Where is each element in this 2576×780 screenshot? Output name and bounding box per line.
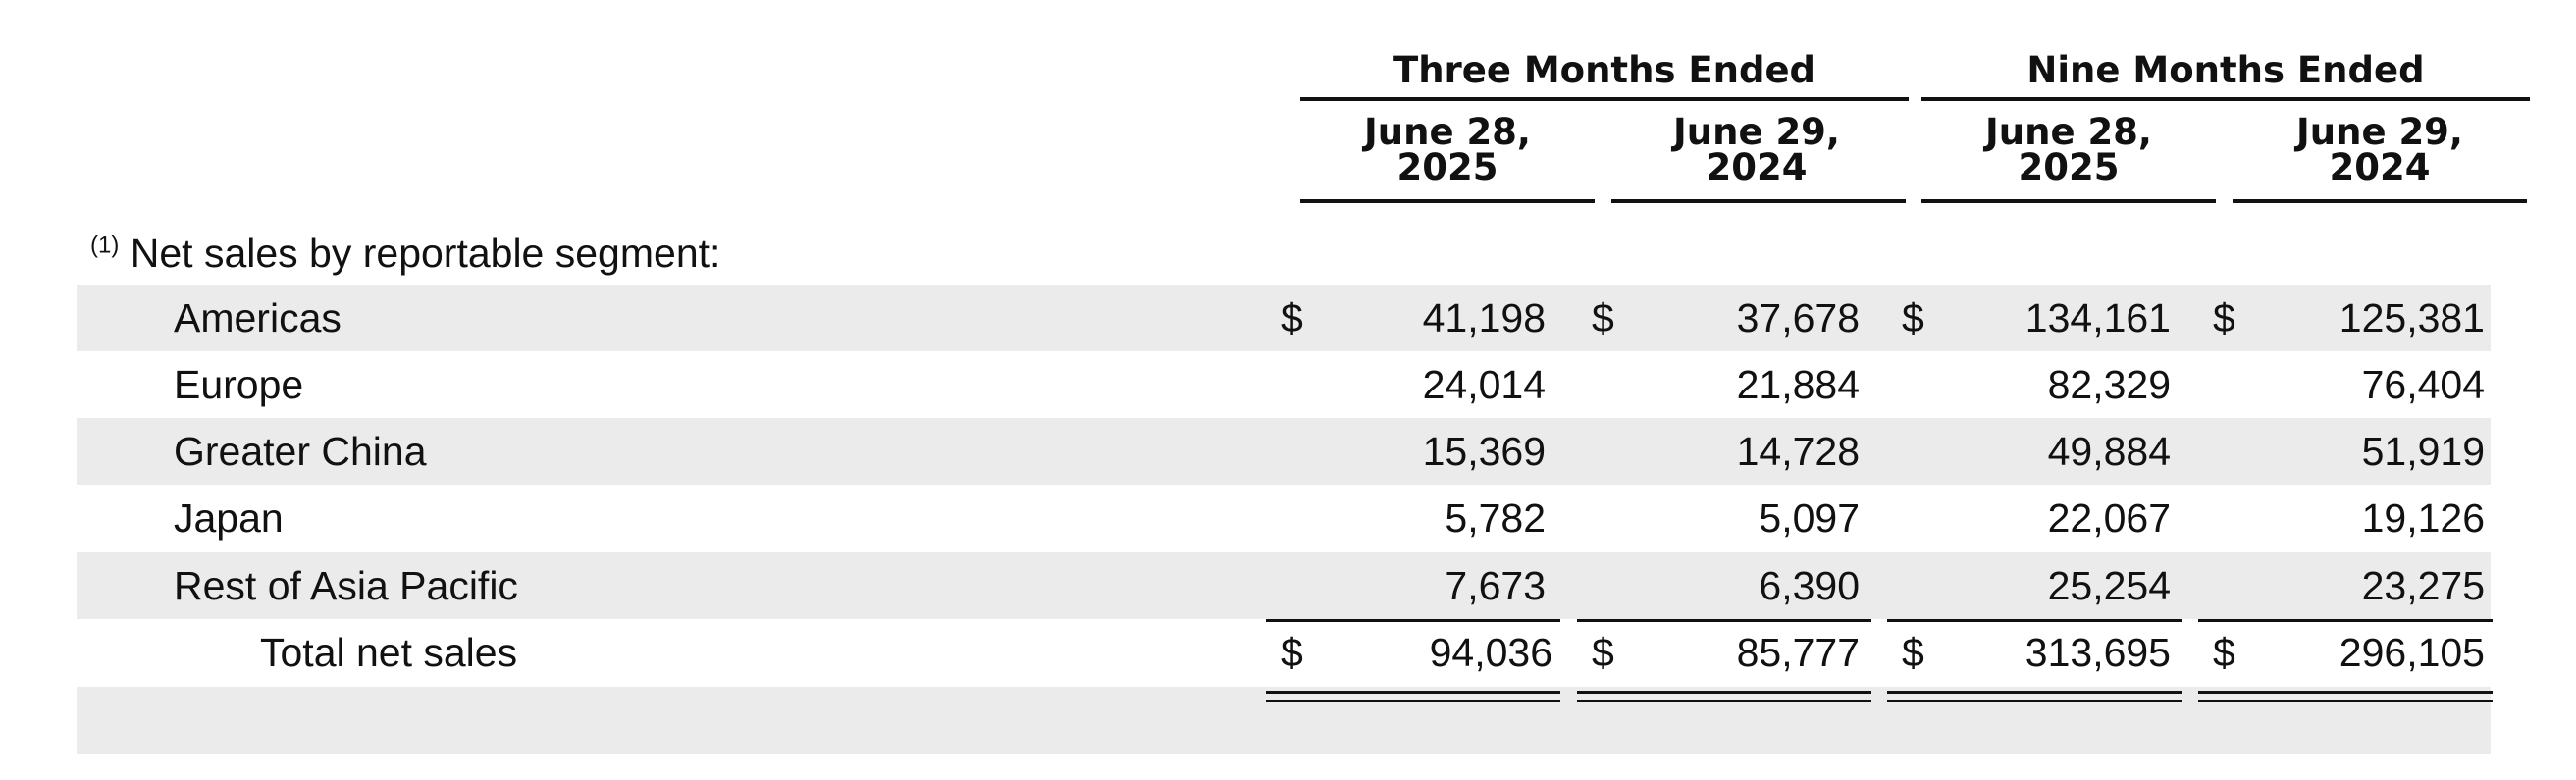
currency-symbol: $ bbox=[1592, 295, 1614, 340]
group-header-rule bbox=[1921, 97, 2530, 101]
value-cell: 14,728 bbox=[1736, 429, 1860, 474]
currency-symbol: $ bbox=[2213, 295, 2235, 340]
column-header-rule bbox=[2233, 199, 2527, 203]
currency-symbol: $ bbox=[1902, 630, 1924, 675]
section-label-text: Net sales by reportable segment: bbox=[130, 231, 721, 276]
column-header-rule bbox=[1300, 199, 1595, 203]
value-cell: 134,161 bbox=[2024, 295, 2171, 340]
value-cell: 23,275 bbox=[2361, 563, 2485, 608]
value-cell: 51,919 bbox=[2361, 429, 2485, 474]
column-header: June 28, 2025 bbox=[1985, 111, 2152, 188]
total-value: 313,695 bbox=[2024, 630, 2171, 675]
value-cell: 5,097 bbox=[1759, 495, 1860, 541]
currency-symbol: $ bbox=[1281, 630, 1303, 675]
group-header-rule bbox=[1300, 97, 1909, 101]
group-header-three-months: Three Months Ended bbox=[1393, 49, 1816, 91]
row-label: Americas bbox=[174, 295, 342, 340]
total-label: Total net sales bbox=[260, 630, 518, 675]
row-label: Europe bbox=[174, 362, 304, 407]
total-value: 85,777 bbox=[1736, 630, 1860, 675]
value-cell: 21,884 bbox=[1736, 362, 1860, 407]
total-value: 94,036 bbox=[1429, 630, 1552, 675]
value-cell: 37,678 bbox=[1736, 295, 1860, 340]
section-label bbox=[90, 229, 720, 278]
value-cell: 5,782 bbox=[1445, 495, 1546, 541]
value-cell: 125,381 bbox=[2339, 295, 2485, 340]
currency-symbol: $ bbox=[1902, 295, 1924, 340]
value-cell: 22,067 bbox=[2047, 495, 2171, 541]
column-header: June 29, 2024 bbox=[1673, 111, 1840, 188]
column-header: June 28, 2025 bbox=[1364, 111, 1531, 188]
value-cell: 49,884 bbox=[2047, 429, 2171, 474]
value-cell: 41,198 bbox=[1422, 295, 1546, 340]
value-cell: 76,404 bbox=[2361, 362, 2485, 407]
row-label: Japan bbox=[174, 495, 284, 541]
row-label: Rest of Asia Pacific bbox=[174, 563, 518, 608]
value-cell: 7,673 bbox=[1445, 563, 1546, 608]
footnote-marker: (1) bbox=[90, 232, 120, 259]
currency-symbol: $ bbox=[1592, 630, 1614, 675]
subtotal-rule bbox=[2198, 619, 2493, 622]
value-cell: 82,329 bbox=[2047, 362, 2171, 407]
group-header-nine-months: Nine Months Ended bbox=[2026, 49, 2425, 91]
value-cell: 25,254 bbox=[2047, 563, 2171, 608]
value-cell: 15,369 bbox=[1422, 429, 1546, 474]
total-double-rule bbox=[2198, 691, 2493, 702]
currency-symbol: $ bbox=[2213, 630, 2235, 675]
subtotal-rule bbox=[1577, 619, 1871, 622]
total-value: 296,105 bbox=[2339, 630, 2485, 675]
currency-symbol: $ bbox=[1281, 295, 1303, 340]
value-cell: 19,126 bbox=[2361, 495, 2485, 541]
value-cell: 24,014 bbox=[1422, 362, 1546, 407]
subtotal-rule bbox=[1887, 619, 2182, 622]
column-header: June 29, 2024 bbox=[2296, 111, 2463, 188]
value-cell: 6,390 bbox=[1759, 563, 1860, 608]
total-double-rule bbox=[1887, 691, 2182, 702]
total-double-rule bbox=[1577, 691, 1871, 702]
row-label: Greater China bbox=[174, 429, 427, 474]
total-double-rule bbox=[1266, 691, 1560, 702]
column-header-rule bbox=[1611, 199, 1906, 203]
column-header-rule bbox=[1921, 199, 2216, 203]
subtotal-rule bbox=[1266, 619, 1560, 622]
